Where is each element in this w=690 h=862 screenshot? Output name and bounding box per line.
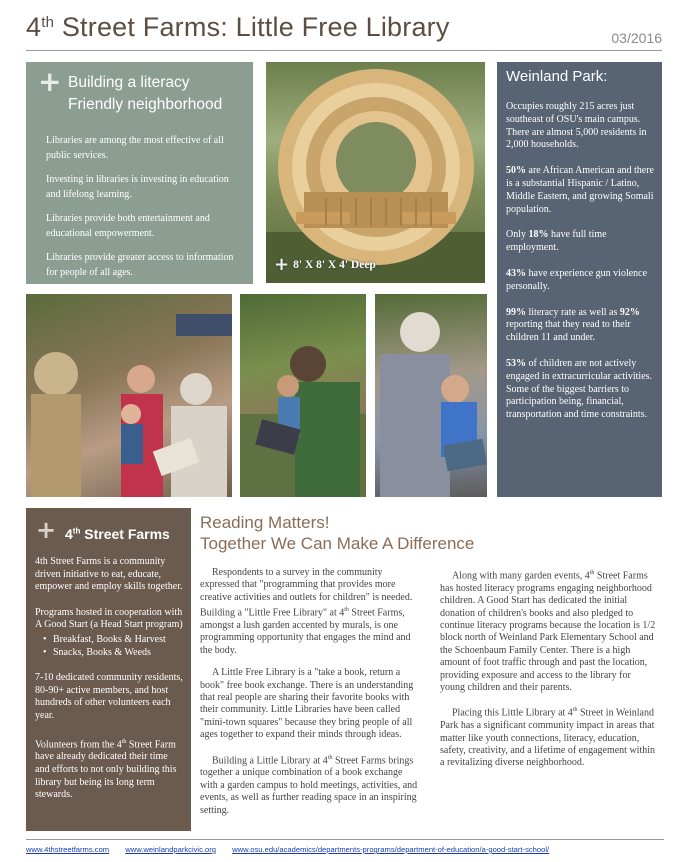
reading-group-photo bbox=[26, 294, 232, 497]
article-paragraph: Along with many garden events, 4th Street Farms has hosted literacy programs engaging neighborhood children. A Good Start has dedicated the initial donation of children's books and also pledged to continue literacy programs because the location is 1/2 block north of Weinland Park Elementary School and the Schoenbaum Family Center. There is a high amount of foot traffic through and past the location, providing exposure and access to the library for young children and their parents. bbox=[440, 570, 656, 693]
farms-paragraph: Volunteers from the 4th Street Farm have already dedicated their time and efforts to not only building this library but being its long term stewards. bbox=[35, 738, 177, 801]
weinland-stat: 99% literacy rate as well as 92% reporting that they read to their children 11 and under. bbox=[506, 306, 640, 344]
reading-group-illustration bbox=[26, 294, 232, 497]
farms-paragraph: 4th Street Farms is a community driven initiative to eat, educate, empower and employ skills together. bbox=[35, 556, 183, 593]
weinland-stat: 43% have experience gun violence personally. bbox=[506, 267, 648, 292]
library-structure-illustration bbox=[266, 62, 485, 283]
literacy-paragraph: Libraries provide both entertainment and educational empowerment. bbox=[46, 213, 210, 239]
link-weinlandparkcivic[interactable]: www.weinlandparkcivic.org bbox=[125, 845, 217, 854]
weinland-stat: Only 18% have full time employment. bbox=[506, 229, 607, 254]
structure-dimensions-caption: + 8' X 8' X 4' Deep bbox=[274, 254, 376, 275]
article-paragraph: A Little Free Library is a "take a book, return a book" free book exchange. There is an understanding that real people are sharing their favorite books with their community. Little Libraries have been called "mini-town squares" because they bring people of all ages together to expand their minds through ideas. bbox=[200, 667, 414, 741]
farms-heading: 4th Street Farms bbox=[65, 526, 170, 542]
article-paragraph: Respondents to a survey in the community expressed that "programming that provides more creative activities and outlets for children" is needed. Building a "Little Free Library" at 4th Street Farms, amongst a lush garden accented by murals, is one programming opportunity that engages the mind and the body. bbox=[200, 567, 413, 656]
weinland-park-panel bbox=[497, 62, 662, 497]
grandmother-reading-illustration bbox=[375, 294, 487, 497]
issue-date: 03/2016 bbox=[611, 30, 662, 46]
literacy-paragraph: Libraries are among the most effective of all public services. bbox=[46, 135, 224, 161]
link-osu-a-good-start[interactable]: www.osu.edu/academics/departments-programs/department-of-education/a-good-start-school/ bbox=[232, 845, 550, 854]
article-column-left bbox=[200, 567, 418, 827]
grandmother-reading-photo bbox=[375, 294, 487, 497]
article-column-right bbox=[440, 567, 658, 780]
child-reading-illustration bbox=[240, 294, 366, 497]
farms-paragraph: Programs hosted in cooperation with A Good Start (a Head Start program) bbox=[35, 606, 183, 631]
literacy-paragraph: Investing in libraries is investing in education and lifelong learning. bbox=[46, 174, 229, 200]
literacy-heading: Building a literacy Friendly neighborhood bbox=[68, 74, 223, 113]
article-paragraph: Building a Little Library at 4th Street Farms brings together a unique combination of a book exchange with a garden campus to hold meetings, activities, and events, as well as further reading space in an inspiring setting. bbox=[200, 754, 418, 816]
fourth-street-farms-panel bbox=[26, 508, 191, 831]
program-list bbox=[43, 634, 183, 659]
program-item: • Breakfast, Books & Harvest bbox=[43, 633, 166, 645]
title-divider bbox=[26, 50, 662, 51]
library-structure-photo bbox=[266, 62, 485, 283]
plus-icon: + bbox=[274, 254, 290, 275]
link-4thstreetfarms[interactable]: www.4thstreetfarms.com bbox=[26, 845, 110, 854]
footer-divider bbox=[26, 839, 664, 840]
plus-icon: + bbox=[36, 516, 57, 544]
weinland-stat: 53% of children are not actively engaged in extracurricular activities. Some of the biggest barriers to participation being, financial, transportation and time constraints. bbox=[506, 357, 653, 421]
footer-links bbox=[26, 845, 563, 854]
reading-matters-title: Reading Matters! Together We Can Make A Difference bbox=[200, 513, 475, 553]
weinland-heading: Weinland Park: bbox=[506, 68, 608, 85]
child-reading-photo bbox=[240, 294, 366, 497]
weinland-stat: 50% are African American and there is a substantial Hispanic / Latino, Middle Eastern, and growing Somali population. bbox=[506, 165, 654, 215]
literacy-paragraph: Libraries provide greater access to information for people of all ages. bbox=[46, 252, 234, 278]
article-paragraph: Placing this Little Library at 4th Street in Weinland Park has a significant community impact in areas that matter like youth connections, literacy, education, safety, creativity, and a lifetime of engagement within a revitalizing diverse neighborhood. bbox=[440, 707, 656, 769]
page-title: 4th Street Farms: Little Free Library bbox=[26, 12, 450, 42]
plus-icon: + bbox=[38, 65, 62, 98]
program-item: • Snacks, Books & Weeds bbox=[43, 646, 151, 658]
weinland-stat: Occupies roughly 215 acres just southeast of OSU's main campus. There are almost 5,000 residents in 2,000 households. bbox=[506, 101, 647, 151]
farms-paragraph: 7-10 dedicated community residents, 80-90+ active members, and host hundreds of other volunteers each year. bbox=[35, 672, 183, 721]
literacy-panel bbox=[26, 62, 253, 284]
